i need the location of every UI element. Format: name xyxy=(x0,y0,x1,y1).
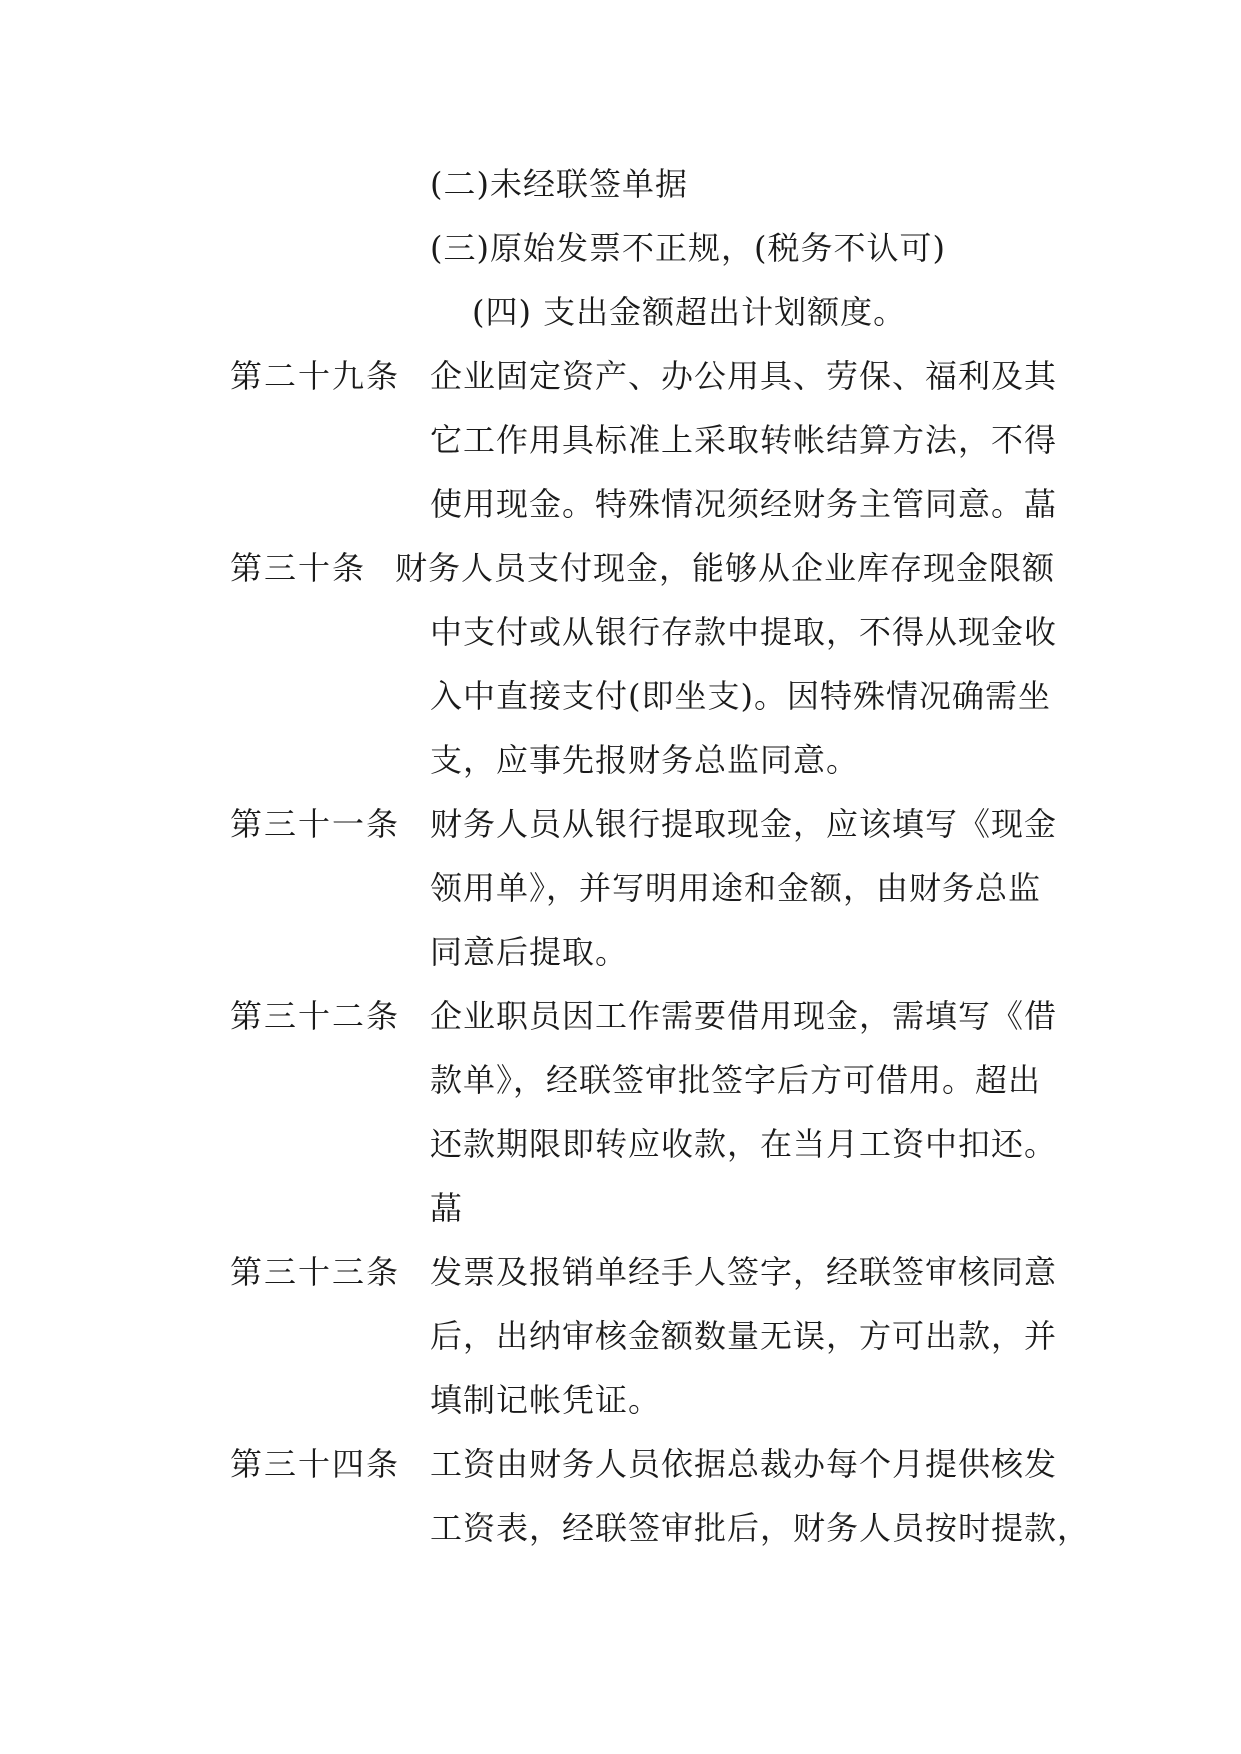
article-line: 发票及报销单经手人签字，经联签审核同意 xyxy=(430,1253,1058,1291)
article-line: 它工作用具标准上采取转帐结算方法，不得 xyxy=(430,421,1058,459)
article-line: 财务人员支付现金，能够从企业库存现金限额 xyxy=(395,549,1056,587)
article-line: 后，出纳审核金额数量无误，方可出款，并 xyxy=(430,1317,1058,1355)
article-line: 中支付或从银行存款中提取，不得从现金收 xyxy=(430,613,1058,651)
article-label: 第三十条 xyxy=(230,549,367,587)
article-line: 工资表，经联签审批后，财务人员按时提款， xyxy=(430,1509,1091,1547)
article-line: 企业固定资产、办公用具、劳保、福利及其 xyxy=(430,357,1058,395)
article-line: 企业职员因工作需要借用现金，需填写《借 xyxy=(430,997,1058,1035)
article-label: 第三十一条 xyxy=(230,805,401,843)
article-line: 工资由财务人员依据总裁办每个月提供核发 xyxy=(430,1445,1058,1483)
article-line: 款单》，经联签审批签字后方可借用。超出 xyxy=(430,1061,1042,1099)
list-item-2: (二)未经联签单据 xyxy=(430,165,688,203)
article-line: 入中直接支付(即坐支)。因特殊情况确需坐 xyxy=(430,677,1051,715)
article-line: 填制记帐凭证。 xyxy=(430,1381,662,1419)
article-label: 第三十二条 xyxy=(230,997,401,1035)
article-line: 财务人员从银行提取现金，应该填写《现金 xyxy=(430,805,1058,843)
article-line: 蕌 xyxy=(430,1189,464,1227)
article-label: 第二十九条 xyxy=(230,357,401,395)
list-item-3: (三)原始发票不正规，(税务不认可) xyxy=(430,229,946,267)
article-label: 第三十三条 xyxy=(230,1253,401,1291)
article-line: 还款期限即转应收款，在当月工资中扣还。 xyxy=(430,1125,1058,1163)
list-item-4: (四) 支出金额超出计划额度。 xyxy=(472,293,907,331)
article-label: 第三十四条 xyxy=(230,1445,401,1483)
article-line: 支，应事先报财务总监同意。 xyxy=(430,741,860,779)
article-line: 同意后提取。 xyxy=(430,933,629,971)
article-line: 使用现金。特殊情况须经财务主管同意。蕌 xyxy=(430,485,1058,523)
article-line: 领用单》，并写明用途和金额，由财务总监 xyxy=(430,869,1042,907)
